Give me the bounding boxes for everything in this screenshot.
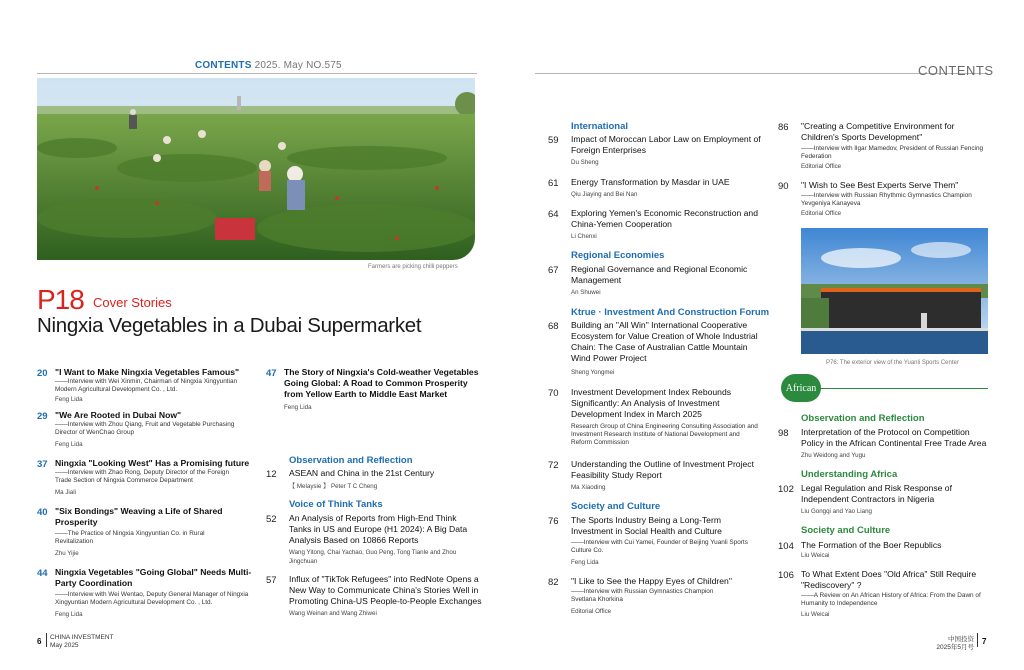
article-author: Liu Gongqi and Yao Liang xyxy=(801,508,872,515)
article-subtitle: ——Interview with Zhao Rong, Deputy Director of the Foreign Trade Section of Ningxia Commerce Department xyxy=(55,469,230,484)
article-title: Impact of Moroccan Labor Law on Employment of Foreign Enterprises xyxy=(571,134,761,155)
section-heading: International xyxy=(571,121,629,132)
article-title: "We Are Rooted in Dubai Now" xyxy=(55,410,182,420)
page-number: 102 xyxy=(778,484,794,495)
page-number: 37 xyxy=(37,459,48,470)
contents-label: CONTENTS xyxy=(195,60,252,71)
article-subtitle: ——Interview with Zhou Qiang, Fruit and Vegetable Purchasing Director of WenChao Group xyxy=(55,421,235,436)
article-author: Feng Lida xyxy=(55,441,83,448)
article-title: Ningxia Vegetables "Going Global" Needs Multi-Party Coordination xyxy=(55,567,252,588)
section-heading: Understanding Africa xyxy=(801,469,898,480)
page-number: 61 xyxy=(548,178,559,189)
article-author: Wang Yitong, Chai Yachao, Guo Peng, Tong Tianle and Zhou Jingchuan xyxy=(289,549,457,565)
article-author: Editorial Office xyxy=(801,210,842,217)
article-author: Feng Lida xyxy=(571,559,599,566)
article-author: Ma Jiali xyxy=(55,489,76,496)
footer-divider-left xyxy=(46,633,47,647)
article-author: Editorial Office xyxy=(801,163,842,170)
page-number: 98 xyxy=(778,428,789,439)
article-title: Influx of "TikTok Refugees" into RedNote Opens a New Way to Communicate China's Stories Well in Promoting China-US People-to-People Exchanges xyxy=(289,574,482,606)
article-subtitle: ——Interview with Wei Wentao, Deputy General Manager of Ningxia Xingyuntian Modern Agricultural Development Co. , Ltd. xyxy=(55,591,249,606)
page-number: 44 xyxy=(37,568,48,579)
cover-page-tag: P18 xyxy=(37,284,84,315)
page-number: 29 xyxy=(37,411,48,422)
article-author: Liu Weicai xyxy=(801,552,830,559)
article-title: "I Want to Make Ningxia Vegetables Famous" xyxy=(55,367,240,377)
cover-section-label: Cover Stories xyxy=(93,295,172,310)
section-heading: Voice of Think Tanks xyxy=(289,499,383,510)
page-number: 57 xyxy=(266,575,277,586)
article-title: Ningxia "Looking West" Has a Promising future xyxy=(55,458,250,468)
page-number: 59 xyxy=(548,135,559,146)
right-magazine-name: 中国投资 xyxy=(948,636,974,643)
section-heading: Regional Economies xyxy=(571,250,665,261)
article-author: Zhu Yijie xyxy=(55,550,79,557)
article-title: Regional Governance and Regional Economic Management xyxy=(571,264,748,285)
cover-headline: Ningxia Vegetables in a Dubai Supermarket xyxy=(37,314,422,337)
article-title: The Formation of the Boer Republics xyxy=(801,540,942,550)
left-issue-date: May 2025 xyxy=(50,642,79,649)
page-number: 76 xyxy=(548,516,559,527)
article-author: Du Sheng xyxy=(571,159,599,166)
page-number: 106 xyxy=(778,570,794,581)
page-number: 86 xyxy=(778,122,789,133)
section-heading: Society and Culture xyxy=(801,525,891,536)
article-author: 【 Melaysie 】 Peter T C Cheng xyxy=(289,483,378,490)
right-page-number: 7 xyxy=(982,637,987,646)
article-title: Understanding the Outline of Investment Project Feasibility Study Report xyxy=(571,459,754,480)
article-author: Li Chenxi xyxy=(571,233,597,240)
page-number: 68 xyxy=(548,321,559,332)
page-number: 67 xyxy=(548,265,559,276)
page-number: 82 xyxy=(548,577,559,588)
section-heading: Observation and Reflection xyxy=(801,413,925,424)
article-author: Feng Lida xyxy=(284,404,312,411)
article-author: Wang Weinan and Wang Zhiwei xyxy=(289,610,377,617)
article-author: Zhu Weidong and Yugu xyxy=(801,452,866,459)
article-title: "I Wish to See Best Experts Serve Them" xyxy=(801,180,959,190)
badge-rule xyxy=(800,388,988,389)
article-author: Research Group of China Engineering Consulting Association and Investment Research Institute of National Development and Reform Commission xyxy=(571,423,758,446)
cover-photo xyxy=(37,78,475,260)
article-title: ASEAN and China in the 21st Century xyxy=(289,468,435,478)
footer-divider-right xyxy=(977,633,978,647)
article-subtitle: ——The Practice of Ningxia Xingyuntian Co. in Rural Revitalization xyxy=(55,530,205,545)
left-page-number: 6 xyxy=(37,637,42,646)
article-title: "I Like to See the Happy Eyes of Children" xyxy=(571,576,732,586)
section-heading: Observation and Reflection xyxy=(289,455,413,466)
article-subtitle: ——Interview with Ilgar Mamedov, President of Russian Fencing Federation xyxy=(801,145,984,160)
header-rule-left xyxy=(37,73,477,74)
page-number: 72 xyxy=(548,460,559,471)
page-number: 40 xyxy=(37,507,48,518)
article-author: Liu Weicai xyxy=(801,611,830,618)
article-subtitle: ——Interview with Wei Xinmin, Chairman of Ningxia Xingyuntian Modern Agricultural Development Co. , Ltd. xyxy=(55,378,238,393)
article-title: Exploring Yemen's Economic Reconstruction and China-Yemen Cooperation xyxy=(571,208,758,229)
article-subtitle: ——Interview with Russian Rhythmic Gymnastics Champion Yevgeniya Kanayeva xyxy=(801,192,972,207)
article-subtitle: ——Interview with Cui Yamei, Founder of Beijing Yuanli Sports Culture Co. xyxy=(571,539,748,554)
contents-title-right: CONTENTS xyxy=(918,63,994,78)
article-author: Qiu Jiaying and Bei Nan xyxy=(571,191,638,198)
page-number: 64 xyxy=(548,209,559,220)
article-author: Feng Lida xyxy=(55,611,83,618)
cover-photo-caption: Farmers are picking chilli peppers xyxy=(368,264,458,270)
section-heading: Ktrue · Investment And Construction Forum xyxy=(571,307,770,318)
article-title: Energy Transformation by Masdar in UAE xyxy=(571,177,730,187)
article-title: "Creating a Competitive Environment for Children's Sports Development" xyxy=(801,121,955,142)
left-magazine-name: CHINA INVESTMENT xyxy=(50,634,114,641)
article-title: "Six Bondings" Weaving a Life of Shared Prosperity xyxy=(55,506,223,527)
article-subtitle: ——A Review on An African History of Africa: From the Dawn of Humanity to Independence xyxy=(801,592,981,607)
page-number: 52 xyxy=(266,514,277,525)
sports-center-photo xyxy=(801,228,988,354)
right-issue-date: 2025年5月号 xyxy=(936,644,974,651)
article-author: An Shuwei xyxy=(571,289,601,296)
section-heading: Society and Culture xyxy=(571,501,661,512)
african-section-badge: African xyxy=(781,374,821,402)
page-number: 70 xyxy=(548,388,559,399)
article-title: Interpretation of the Protocol on Competition Policy in the African Continental Free Trade Area xyxy=(801,427,987,448)
article-title: The Story of Ningxia's Cold-weather Vegetables Going Global: A Road to Common Prosperity from Yellow Earth to Middle East Market xyxy=(284,367,479,399)
article-title: Legal Regulation and Risk Response of Independent Contractors in Nigeria xyxy=(801,483,952,504)
page-number: 20 xyxy=(37,368,48,379)
article-title: Building an "All Win" International Cooperative Ecosystem for Value Creation of Whole Industrial Chain: The Case of Australian Cattle Mountain Wind Power Project xyxy=(571,320,758,363)
article-subtitle: ——Interview with Russian Gymnastics Champion Svetlana Khorkina xyxy=(571,588,714,603)
article-author: Ma Xiaoding xyxy=(571,484,606,491)
sports-center-caption: P76: The exterior view of the Yuanli Sports Center xyxy=(826,360,959,366)
issue-header xyxy=(195,60,342,71)
article-title: Investment Development Index Rebounds Significantly: An Analysis of Investment Development Index in March 2025 xyxy=(571,387,732,419)
article-title: An Analysis of Reports from High-End Think Tanks in US and Europe (H1 2024): A Big Data Analysis Based on 10866 Reports xyxy=(289,513,468,545)
article-author: Feng Lida xyxy=(55,396,83,403)
issue-number: 2025. May NO.575 xyxy=(254,60,342,71)
article-title: To What Extent Does "Old Africa" Still Require "Rediscovery" ? xyxy=(801,569,977,590)
page-number: 104 xyxy=(778,541,794,552)
page-number: 12 xyxy=(266,469,277,480)
article-author: Editorial Office xyxy=(571,608,612,615)
page-number: 47 xyxy=(266,368,277,379)
page-number: 90 xyxy=(778,181,789,192)
article-title: The Sports Industry Being a Long-Term Investment in Social Health and Culture xyxy=(571,515,722,536)
article-author: Sheng Yongmei xyxy=(571,369,615,376)
